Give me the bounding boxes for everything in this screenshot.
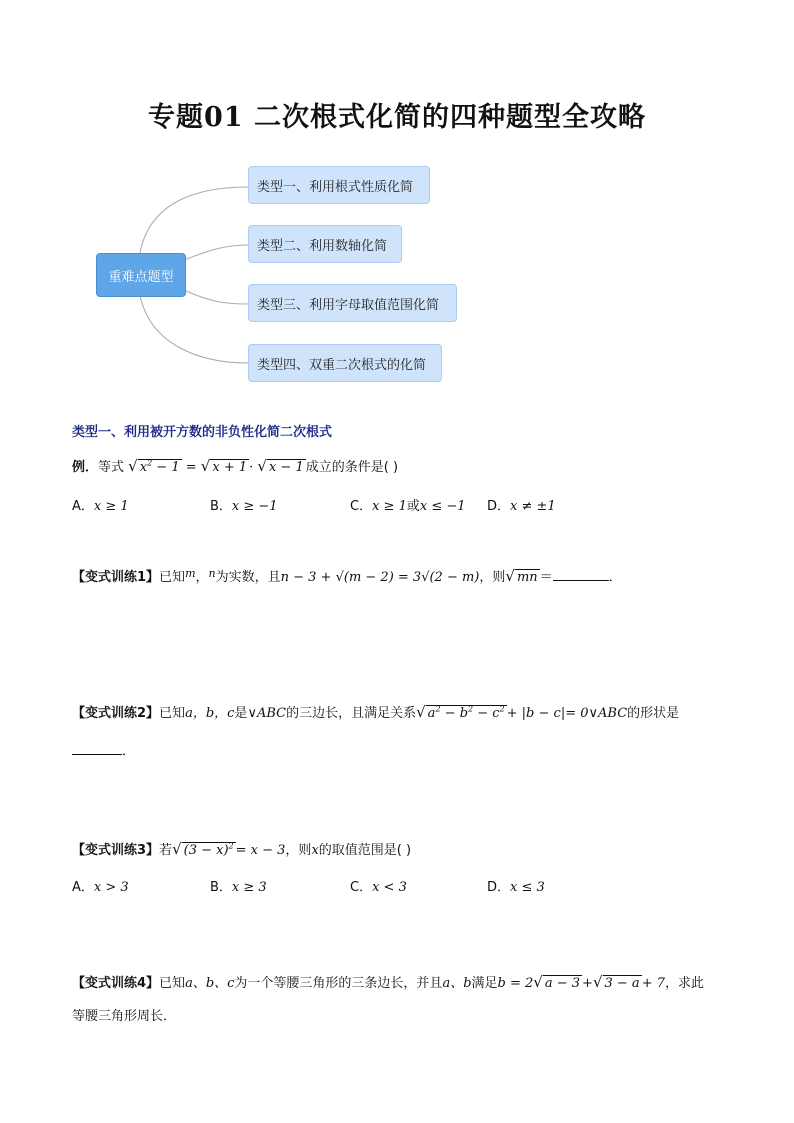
variant-2: 【变式训练2】已知a，b，c是∨ABC的三边长，且满足关系√ $a^2 - b^2 - c^2 + |b - c|=$ 0∨ABC的形状是	[72, 702, 679, 721]
sqrt-3-minus-x-squared: √ $(3 - x)^2$	[172, 840, 236, 858]
sqrt-x-minus-1: √ x − 1	[257, 457, 305, 475]
variant-3-option-a: A．x > 3	[72, 880, 129, 895]
example-option-c: C．x ≥ 1或x ≤ −1	[350, 499, 466, 514]
example-option-a: A．x ≥ 1	[72, 499, 129, 514]
example-question: 例．等式 √ $x^2 - 1$ = √ x + 1 · √ x − 1 成立的条件是( )	[72, 456, 398, 475]
example-text-before: 等式	[98, 460, 125, 475]
mindmap	[0, 160, 794, 390]
connector-3	[184, 290, 248, 304]
connector-4	[140, 295, 248, 363]
variant-3-option-c: C．x < 3	[350, 880, 407, 895]
example-text-after: 成立的条件是( )	[305, 460, 399, 475]
example-option-d: D．x ≠ ±1	[487, 499, 556, 514]
sqrt-3-minus-a: √ 3 − a	[593, 973, 642, 991]
variant-4: 【变式训练4】已知a、b、c为一个等腰三角形的三条边长，并且a、b满足b = 2√ a − 3 +√ 3 − a + 7，求此	[72, 972, 704, 991]
mindmap-branch-1: 类型一、利用根式性质化简	[248, 166, 430, 204]
mindmap-root: 重难点题型	[96, 253, 186, 297]
connector-2	[184, 245, 248, 260]
answer-blank[interactable]	[72, 742, 122, 755]
sqrt-mn: √ mn	[505, 567, 539, 585]
section-heading: 类型一、利用被开方数的非负性化简二次根式	[72, 425, 333, 440]
connector-1	[140, 187, 248, 253]
example-label: 例．	[72, 460, 99, 475]
variant-4-line-2: 等腰三角形周长．	[72, 1009, 177, 1024]
mindmap-branch-2: 类型二、利用数轴化简	[248, 225, 402, 263]
variant-3-option-d: D．x ≤ 3	[487, 880, 545, 895]
sqrt-a-minus-3: √ a − 3	[533, 973, 582, 991]
variant-2-answer-line: ．	[72, 740, 135, 759]
mindmap-branch-3: 类型三、利用字母取值范围化简	[248, 284, 457, 322]
variant-1-label: 【变式训练1】	[72, 570, 160, 585]
mindmap-branch-4: 类型四、双重二次根式的化简	[248, 344, 442, 382]
sqrt-a2-b2-c2: √ $a^2 - b^2 - c^2$	[416, 703, 507, 721]
variant-1-equation: n − 3 + √(m − 2) = 3√(2 − m)	[280, 570, 480, 585]
variant-1: 【变式训练1】已知$^m$，$^n$为实数，且n − 3 + √(m − 2) = 3√(2 − m)，则√ mn ＝ ．	[72, 566, 622, 585]
page-title: 专题01 二次根式化简的四种题型全攻略	[148, 102, 646, 133]
variant-2-label: 【变式训练2】	[72, 706, 160, 721]
sqrt-x2-minus-1: √ $x^2 - 1$	[128, 457, 181, 475]
example-option-b: B．x ≥ −1	[210, 499, 278, 514]
answer-blank[interactable]	[553, 568, 609, 581]
variant-4-label: 【变式训练4】	[72, 976, 160, 991]
sqrt-x-plus-1: √ x + 1	[201, 457, 249, 475]
variant-3-label: 【变式训练3】	[72, 843, 160, 858]
variant-3: 【变式训练3】若√ $(3 - x)^2 = x - 3$，则x的取值范围是( )	[72, 839, 411, 858]
variant-3-option-b: B．x ≥ 3	[210, 880, 267, 895]
